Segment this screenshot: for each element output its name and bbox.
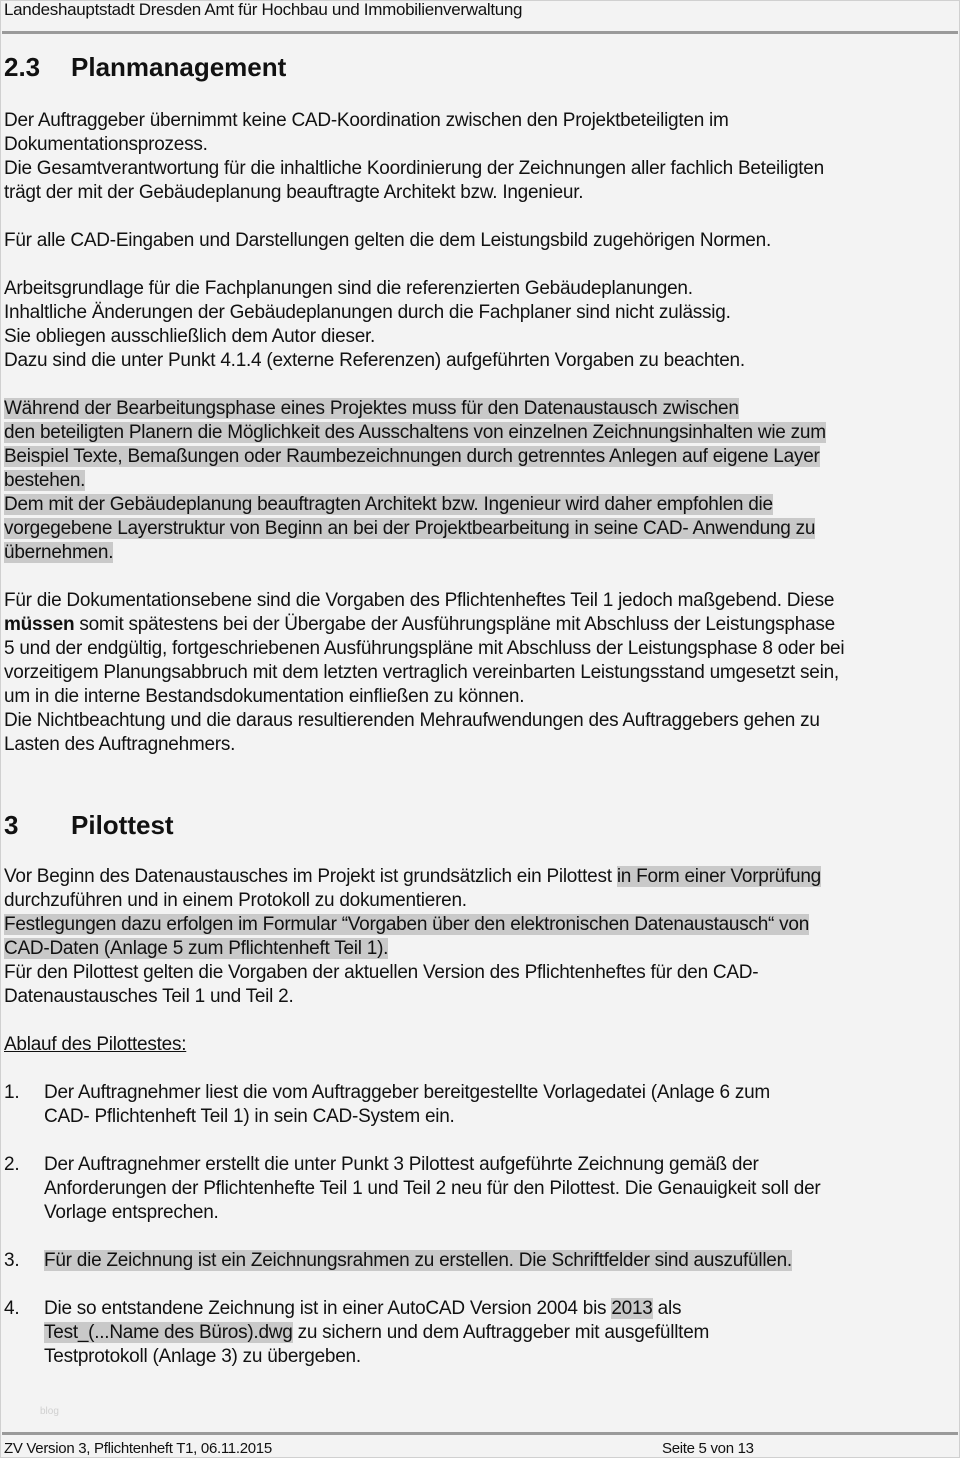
line-text — [44, 1321, 709, 1345]
line-text — [44, 1249, 792, 1273]
footer-page-number: Seite 5 von 13 — [662, 1440, 754, 1457]
text-line — [4, 421, 826, 445]
text-line — [4, 445, 820, 469]
text-line — [4, 493, 773, 517]
line-text — [4, 542, 113, 563]
section-number: 3 — [4, 810, 19, 840]
text-segment: Arbeitsgrundlage für die Fachplanungen sind die referenzierten Gebäudeplanungen. — [4, 278, 693, 299]
line-text — [4, 422, 826, 443]
text-segment: Für den Pilottest gelten die Vorgaben der aktuellen Version des Pflichtenheftes für den CAD- — [4, 962, 759, 983]
section-title: Pilottest — [71, 810, 174, 840]
list-number: 1. — [4, 1082, 20, 1103]
text-line — [4, 637, 844, 661]
text-segment: Für die Dokumentationsebene sind die Vorgaben des Pflichtenheftes Teil 1 jedoch maßgebend. Diese — [4, 590, 835, 611]
text-line — [4, 541, 113, 565]
text-line — [4, 889, 467, 913]
line-text — [4, 734, 235, 755]
text-line — [4, 685, 524, 709]
text-segment: Für alle CAD-Eingaben und Darstellungen gelten die dem Leistungsbild zugehörigen Normen. — [4, 230, 771, 251]
text-line — [4, 397, 739, 421]
line-text — [4, 638, 844, 659]
text-segment: Datenaustausches Teil 1 und Teil 2. — [4, 986, 294, 1007]
line-text — [4, 590, 834, 611]
text-segment: Die so entstandene Zeichnung ist in einer AutoCAD Version 2004 bis — [44, 1298, 612, 1319]
section-title: Planmanagement — [71, 52, 287, 82]
line-text — [4, 110, 729, 131]
text-segment: durchzuführen und in einem Protokoll zu dokumentieren. — [4, 890, 467, 911]
text-line — [4, 961, 758, 985]
text-segment: Vorlage entsprechen. — [44, 1202, 219, 1223]
text-line — [4, 613, 835, 637]
line-text — [44, 1153, 759, 1177]
text-line — [4, 709, 820, 733]
text-line — [4, 661, 839, 685]
text-segment: CAD- Pflichtenheft Teil 1) in sein CAD-System ein. — [44, 1106, 455, 1127]
text-line — [4, 181, 583, 205]
text-segment: Vor Beginn des Datenaustausches im Projekt ist grundsätzlich ein Pilottest — [4, 866, 617, 887]
section-number: 2.3 — [4, 52, 41, 82]
text-line — [4, 913, 809, 937]
line-text — [4, 518, 815, 539]
highlighted-text: CAD-Daten (Anlage 5 zum Pflichtenheft Teil 1). — [4, 938, 389, 959]
text-segment: Der Auftragnehmer liest die vom Auftraggeber bereitgestellte Vorlagedatei (Anlage 6 zum — [44, 1082, 771, 1103]
line-text — [4, 662, 839, 683]
text-segment: um in die interne Bestandsdokumentation einfließen zu können. — [4, 686, 525, 707]
text-segment: Anforderungen der Pflichtenhefte Teil 1 und Teil 2 neu für den Pilottest. Die Genauigkeit soll der — [44, 1178, 821, 1199]
text-segment: Lasten des Auftragnehmers. — [4, 734, 236, 755]
text-line — [4, 229, 771, 253]
text-line — [4, 733, 235, 757]
highlighted-text: bestehen. — [4, 470, 86, 491]
line-text — [4, 470, 85, 491]
line-text — [4, 350, 745, 371]
list-number: 2. — [4, 1154, 20, 1175]
line-text — [4, 686, 524, 707]
text-line — [4, 517, 815, 541]
line-text — [4, 866, 821, 887]
text-segment: Die Gesamtverantwortung für die inhaltliche Koordinierung der Zeichnungen aller fachlich Beteiligten — [4, 158, 824, 179]
line-text — [44, 1081, 770, 1105]
line-text — [4, 134, 208, 155]
highlighted-text: 2013 — [611, 1298, 653, 1319]
text-segment: Dokumentationsprozess. — [4, 134, 208, 155]
line-text — [4, 326, 375, 347]
list-number: 4. — [4, 1298, 20, 1319]
line-text — [4, 494, 773, 515]
footer-rule — [2, 1432, 958, 1435]
line-text — [4, 398, 739, 419]
highlighted-text: Dem mit der Gebäudeplanung beauftragten Architekt bzw. Ingenieur wird daher empfohlen die — [4, 494, 773, 515]
underlined-text: Ablauf des Pilottestes: — [4, 1034, 187, 1055]
text-line — [4, 985, 293, 1009]
text-segment: Inhaltliche Änderungen der Gebäudeplanungen durch die Fachplaner sind nicht zulässig. — [4, 302, 731, 323]
line-text — [4, 938, 388, 959]
line-text — [44, 1297, 681, 1321]
watermark: blog — [40, 1406, 59, 1417]
text-segment: Der Auftragnehmer erstellt die unter Punkt 3 Pilottest aufgeführte Zeichnung gemäß der — [44, 1154, 759, 1175]
text-line — [4, 865, 821, 889]
text-segment: somit spätestens bei der Übergabe der Ausführungspläne mit Abschluss der Leistungsphase — [74, 614, 835, 635]
bold-text: müssen — [4, 614, 75, 635]
text-line — [4, 109, 729, 133]
text-line — [4, 469, 85, 493]
text-segment: vorzeitigem Planungsabbruch mit dem letzten vertraglich vereinbarten Leistungsstand umgesetzt sein, — [4, 662, 839, 683]
line-text — [44, 1201, 219, 1225]
text-segment: 5 und der endgültig, fortgeschriebenen Ausführungspläne mit Abschluss der Leistungsphase 8 oder bei — [4, 638, 845, 659]
line-text — [4, 446, 820, 467]
line-text — [4, 914, 809, 935]
text-line — [4, 1033, 186, 1057]
highlighted-text: vorgegebene Layerstruktur von Beginn an bei der Projektbearbeitung in seine CAD- Anwendung zu — [4, 518, 816, 539]
text-line — [4, 133, 208, 157]
highlighted-text: Für die Zeichnung ist ein Zeichnungsrahmen zu erstellen. Die Schriftfelder sind auszufüllen. — [44, 1250, 792, 1271]
text-line — [4, 589, 834, 613]
text-segment: Die Nichtbeachtung und die daraus resultierenden Mehraufwendungen des Auftraggebers gehen zu — [4, 710, 820, 731]
line-text — [4, 158, 824, 179]
text-line — [4, 301, 731, 325]
text-segment: Der Auftraggeber übernimmt keine CAD-Koordination zwischen den Projektbeteiligten im — [4, 110, 729, 131]
text-segment: Sie obliegen ausschließlich dem Autor dieser. — [4, 326, 376, 347]
line-text — [4, 302, 731, 323]
line-text — [4, 278, 693, 299]
text-line — [4, 157, 824, 181]
line-text — [4, 890, 467, 911]
line-text — [4, 962, 758, 983]
line-text — [4, 182, 583, 203]
highlighted-text: Beispiel Texte, Bemaßungen oder Raumbezeichnungen durch getrenntes Anlegen auf eigene Layer — [4, 446, 820, 467]
line-text — [4, 1034, 186, 1055]
header-rule — [2, 31, 958, 34]
line-text — [44, 1177, 820, 1201]
highlighted-text: Festlegungen dazu erfolgen im Formular “Vorgaben über den elektronischen Datenaustausch“ von — [4, 914, 810, 935]
highlighted-text: übernehmen. — [4, 542, 114, 563]
line-text — [4, 986, 293, 1007]
text-line — [4, 325, 375, 349]
text-segment: als — [652, 1298, 682, 1319]
highlighted-text: den beteiligten Planern die Möglichkeit des Ausschaltens von einzelnen Zeichnungsinhalten wie zum — [4, 422, 826, 443]
highlighted-text: in Form einer Vorprüfung — [616, 866, 821, 887]
page-header: Landeshauptstadt Dresden Amt für Hochbau und Immobilienverwaltung — [4, 0, 523, 19]
text-line — [4, 937, 388, 961]
footer-left: ZV Version 3, Pflichtenheft T1, 06.11.2015 — [4, 1440, 272, 1457]
section-heading-3 — [4, 810, 174, 840]
line-text — [4, 710, 820, 731]
highlighted-text: Test_(...Name des Büros).dwg — [44, 1322, 293, 1343]
text-line — [4, 277, 693, 301]
highlighted-text: Während der Bearbeitungsphase eines Projektes muss für den Datenaustausch zwischen — [4, 398, 739, 419]
text-line — [4, 349, 745, 373]
text-segment: zu sichern und dem Auftraggeber mit ausgefülltem — [292, 1322, 710, 1343]
text-segment: Testprotokoll (Anlage 3) zu übergeben. — [44, 1346, 361, 1367]
line-text — [4, 614, 835, 635]
text-segment: Dazu sind die unter Punkt 4.1.4 (externe Referenzen) aufgeführten Vorgaben zu beachten. — [4, 350, 745, 371]
line-text — [44, 1105, 455, 1129]
text-segment: trägt der mit der Gebäudeplanung beauftragte Architekt bzw. Ingenieur. — [4, 182, 584, 203]
section-heading-2-3 — [4, 52, 286, 82]
line-text — [4, 230, 771, 251]
list-number: 3. — [4, 1250, 20, 1271]
line-text — [44, 1345, 361, 1369]
